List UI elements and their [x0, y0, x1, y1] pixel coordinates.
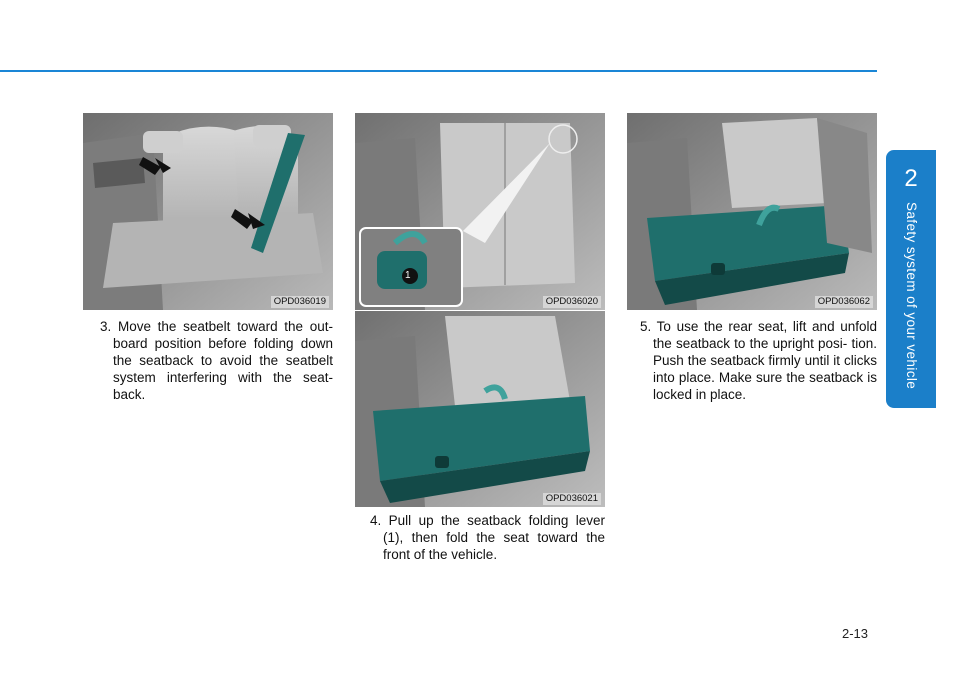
step-4-text	[370, 512, 605, 563]
callout-1: 1	[405, 270, 411, 281]
figure-code: OPD036020	[543, 296, 601, 308]
chapter-number: 2	[904, 165, 918, 192]
figure-code: OPD036019	[271, 296, 329, 308]
figure-seatback-unfold	[627, 113, 877, 310]
chapter-title: Safety system of your vehicle	[904, 202, 919, 390]
page-number: 2-13	[842, 626, 869, 641]
step-3-number: 3.	[100, 319, 112, 334]
step-5-number: 5.	[640, 319, 652, 334]
figure-folding-lever	[355, 113, 605, 310]
header-rule	[0, 70, 877, 72]
step-4	[357, 512, 605, 563]
step-4-number: 4.	[370, 513, 382, 528]
figure-code: OPD036062	[815, 296, 873, 308]
step-4-body: Pull up the seatback folding lever (1), then fold the seat toward the front of the vehicle.	[383, 513, 605, 562]
figure-seatbelt-outboard	[83, 113, 333, 310]
step-5	[627, 318, 877, 403]
step-3-text	[100, 318, 333, 403]
figure-code: OPD036021	[543, 493, 601, 505]
step-5-text	[640, 318, 877, 403]
figure-seatback-folded	[355, 311, 605, 507]
chapter-tab	[886, 150, 936, 408]
step-3-body: Move the seatbelt toward the out- board position before folding down the seatback to avoid the seatbelt system interfering with the seat- back.	[113, 319, 333, 402]
step-5-body: To use the rear seat, lift and unfold the seatback to the upright posi- tion. Push the seatback firmly until it clicks into place. Make sure the seatback is locked in place.	[653, 319, 877, 402]
step-3	[87, 318, 333, 403]
